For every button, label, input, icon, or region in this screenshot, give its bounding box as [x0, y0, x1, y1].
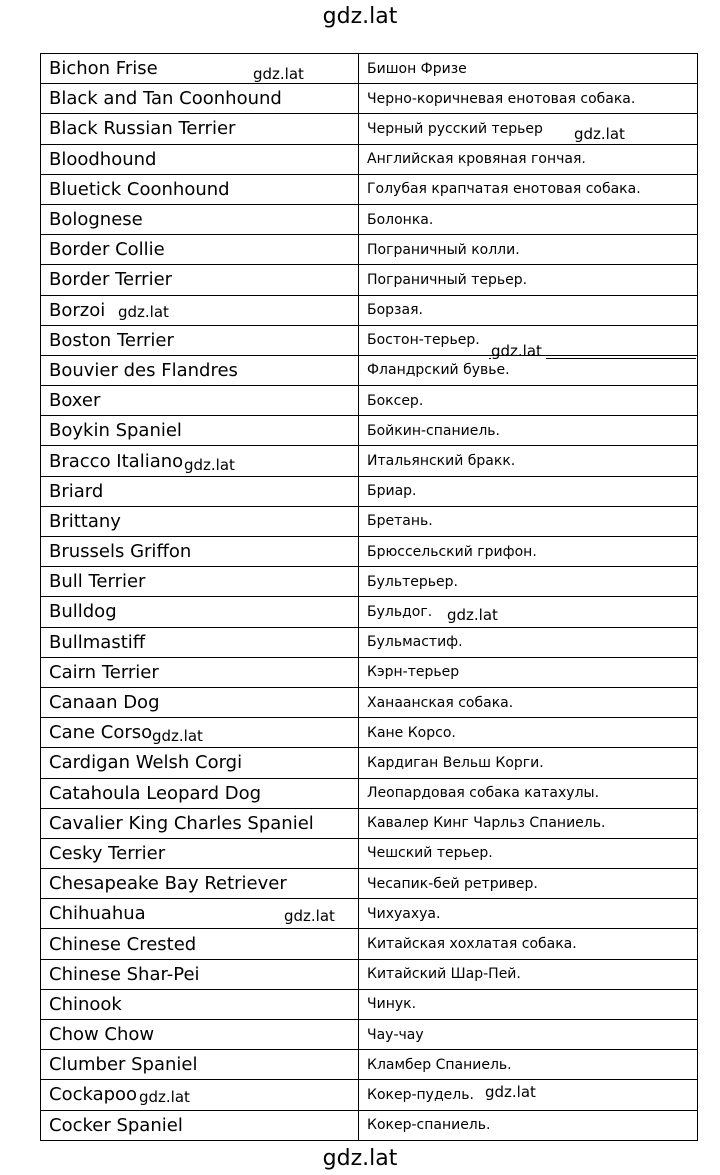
breed-russian-name: Чинук. [359, 989, 698, 1019]
table-row [41, 325, 698, 355]
breed-table [40, 53, 698, 1141]
table-row [41, 446, 698, 476]
table-row [41, 627, 698, 657]
breed-table-body [41, 54, 698, 1141]
breed-english-name: Black Russian Terrier [41, 114, 359, 144]
site-footer: gdz.lat [322, 1146, 398, 1171]
table-row [41, 808, 698, 838]
breed-russian-name: Кокер-пудель. [359, 1080, 698, 1110]
table-row [41, 959, 698, 989]
breed-russian-name: Бульмастиф. [359, 627, 698, 657]
breed-russian-name: Пограничный колли. [359, 235, 698, 265]
table-row [41, 1110, 698, 1140]
breed-russian-name: Ханаанская собака. [359, 687, 698, 717]
breed-russian-name: Кокер-спаниель. [359, 1110, 698, 1140]
breed-english-name: Boston Terrier [41, 325, 359, 355]
table-row [41, 567, 698, 597]
breed-russian-name: Голубая крапчатая енотовая собака. [359, 174, 698, 204]
breed-english-name: Cardigan Welsh Corgi [41, 748, 359, 778]
table-row [41, 416, 698, 446]
table-row [41, 235, 698, 265]
table-row [41, 778, 698, 808]
breed-russian-name: Кардиган Вельш Корги. [359, 748, 698, 778]
breed-english-name: Chinook [41, 989, 359, 1019]
breed-english-name: Bolognese [41, 204, 359, 234]
breed-english-name: Chow Chow [41, 1020, 359, 1050]
watermark: gdz.lat [284, 907, 335, 925]
breed-english-name: Brussels Griffon [41, 537, 359, 567]
breed-english-name: Border Terrier [41, 265, 359, 295]
site-header: gdz.lat [322, 4, 398, 29]
breed-russian-name: Чесапик-бей ретривер. [359, 869, 698, 899]
breed-english-name: Briard [41, 476, 359, 506]
breed-english-name: Chinese Shar-Pei [41, 959, 359, 989]
breed-russian-name: Бостон-терьер. [359, 325, 698, 355]
breed-russian-name: Фландрский бувье. [359, 355, 698, 385]
breed-english-name: Bull Terrier [41, 567, 359, 597]
table-row [41, 838, 698, 868]
table-row [41, 597, 698, 627]
breed-english-name: Bullmastiff [41, 627, 359, 657]
breed-russian-name: Черный русский терьер [359, 114, 698, 144]
breed-russian-name: Пограничный терьер. [359, 265, 698, 295]
breed-russian-name: Бретань. [359, 506, 698, 536]
table-row [41, 355, 698, 385]
breed-russian-name: Китайская хохлатая собака. [359, 929, 698, 959]
breed-russian-name: Кавалер Кинг Чарльз Спаниель. [359, 808, 698, 838]
breed-english-name: Black and Tan Coonhound [41, 84, 359, 114]
watermark: gdz.lat [253, 65, 304, 83]
breed-russian-name: Китайский Шар-Пей. [359, 959, 698, 989]
breed-english-name: Clumber Spaniel [41, 1050, 359, 1080]
table-row [41, 204, 698, 234]
breed-russian-name: Кане Корсо. [359, 718, 698, 748]
breed-russian-name: Чешский терьер. [359, 838, 698, 868]
breed-russian-name: Бишон Фризе [359, 54, 698, 84]
breed-english-name: Chihuahua [41, 899, 359, 929]
breed-english-name: Cane Corso [41, 718, 359, 748]
breed-english-name: Cocker Spaniel [41, 1110, 359, 1140]
breed-english-name: Catahoula Leopard Dog [41, 778, 359, 808]
breed-english-name: Bloodhound [41, 144, 359, 174]
watermark: gdz.lat [491, 342, 542, 360]
breed-english-name: Chinese Crested [41, 929, 359, 959]
breed-english-name: Bracco Italiano [41, 446, 359, 476]
breed-english-name: Cockapoo [41, 1080, 359, 1110]
table-row [41, 1050, 698, 1080]
table-row [41, 174, 698, 204]
table-row [41, 1020, 698, 1050]
breed-russian-name: Борзая. [359, 295, 698, 325]
breed-russian-name: Итальянский бракк. [359, 446, 698, 476]
breed-english-name: Cavalier King Charles Spaniel [41, 808, 359, 838]
table-row [41, 476, 698, 506]
table-row [41, 265, 698, 295]
table-row [41, 899, 698, 929]
table-row [41, 929, 698, 959]
watermark-underline [546, 358, 696, 359]
watermark: gdz.lat [152, 727, 203, 745]
breed-english-name: Bluetick Coonhound [41, 174, 359, 204]
breed-russian-name: Леопардовая собака катахулы. [359, 778, 698, 808]
table-row [41, 718, 698, 748]
table-row [41, 386, 698, 416]
table-row [41, 84, 698, 114]
breed-russian-name: Черно-коричневая енотовая собака. [359, 84, 698, 114]
watermark: gdz.lat [447, 606, 498, 624]
breed-russian-name: Брюссельский грифон. [359, 537, 698, 567]
breed-russian-name: Болонка. [359, 204, 698, 234]
table-row [41, 54, 698, 84]
table-row [41, 144, 698, 174]
table-row [41, 989, 698, 1019]
breed-english-name: Bulldog [41, 597, 359, 627]
breed-russian-name: Бульдог. [359, 597, 698, 627]
watermark: gdz.lat [139, 1088, 190, 1106]
watermark: gdz.lat [184, 456, 235, 474]
breed-russian-name: Бриар. [359, 476, 698, 506]
breed-english-name: Bouvier des Flandres [41, 355, 359, 385]
table-row [41, 687, 698, 717]
breed-russian-name: Кламбер Спаниель. [359, 1050, 698, 1080]
breed-russian-name: Чихуахуа. [359, 899, 698, 929]
breed-russian-name: Боксер. [359, 386, 698, 416]
breed-english-name: Border Collie [41, 235, 359, 265]
table-row [41, 537, 698, 567]
watermark: gdz.lat [485, 1083, 536, 1101]
breed-english-name: Cesky Terrier [41, 838, 359, 868]
watermark: gdz.lat [118, 303, 169, 321]
breed-russian-name: Бойкин-спаниель. [359, 416, 698, 446]
breed-russian-name: Кэрн-терьер [359, 657, 698, 687]
breed-english-name: Borzoi [41, 295, 359, 325]
table-row [41, 869, 698, 899]
breed-english-name: Chesapeake Bay Retriever [41, 869, 359, 899]
breed-english-name: Bichon Frise [41, 54, 359, 84]
table-row [41, 657, 698, 687]
breed-english-name: Boxer [41, 386, 359, 416]
breed-russian-name: Бультерьер. [359, 567, 698, 597]
breed-english-name: Canaan Dog [41, 687, 359, 717]
breed-english-name: Boykin Spaniel [41, 416, 359, 446]
table-row [41, 748, 698, 778]
breed-english-name: Cairn Terrier [41, 657, 359, 687]
breed-russian-name: Чау-чау [359, 1020, 698, 1050]
watermark: gdz.lat [574, 125, 625, 143]
breed-russian-name: Английская кровяная гончая. [359, 144, 698, 174]
table-row [41, 506, 698, 536]
breed-english-name: Brittany [41, 506, 359, 536]
